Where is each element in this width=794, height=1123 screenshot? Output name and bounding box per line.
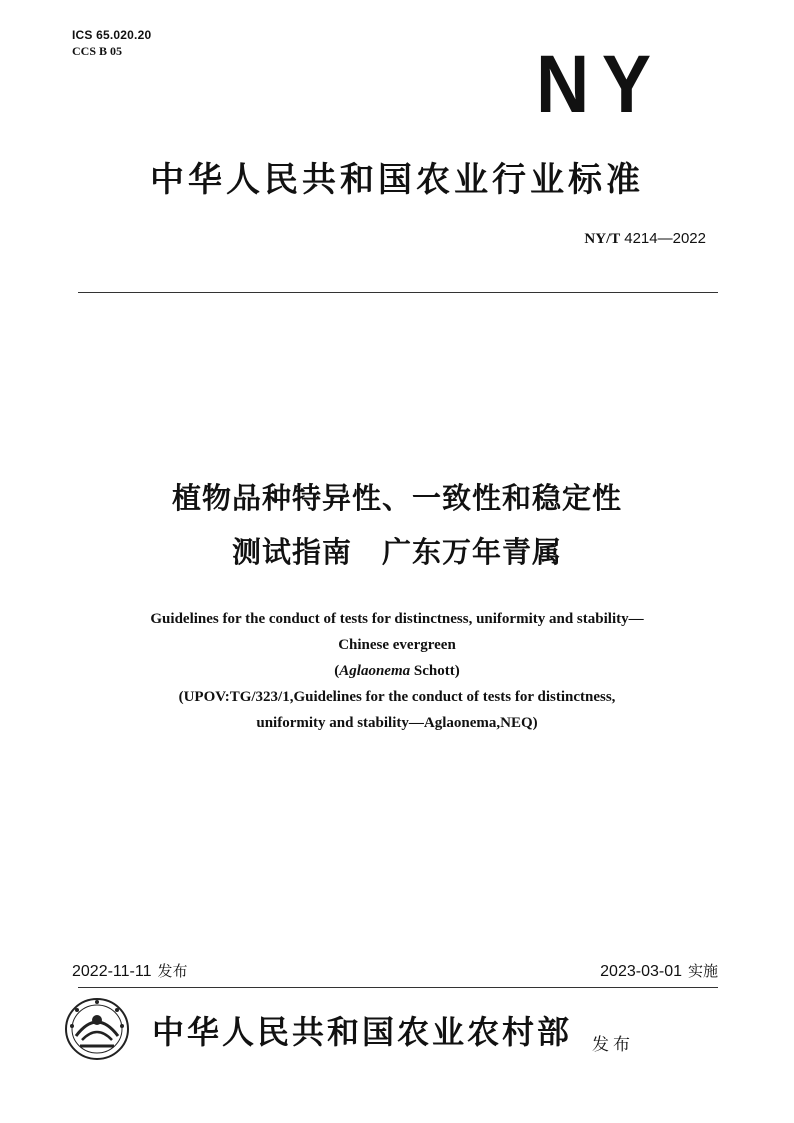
ny-logo: NY [536,39,664,130]
effective-date-value: 2023-03-01 [600,963,682,980]
issue-date-label: 发布 [157,962,188,980]
issue-date [72,960,187,983]
effective-date [600,960,718,983]
english-title-line-2: Chinese evergreen [338,637,456,653]
standard-number-value: 4214—2022 [624,230,706,247]
english-title-authority: Schott) [410,663,460,679]
issuing-authority: 中华人民共和国农业农村部 [152,1013,573,1051]
standard-number-prefix: NY/T [584,231,621,247]
header-divider [78,292,718,293]
standard-number [584,229,706,248]
chinese-title-line-1: 植物品种特异性、一致性和稳定性 [171,481,622,515]
issue-date-value: 2022-11-11 [72,963,152,980]
issuer-issue-label: 发布 [592,1035,634,1055]
ministry-seal-icon [62,996,132,1062]
ics-code: ICS 65.020.20 [72,28,152,42]
ccs-code: CCS B 05 [72,44,123,58]
upov-reference-line-2: uniformity and stability—Aglaonema,NEQ) [256,715,538,731]
english-title-paren: ( [334,663,340,679]
english-title-line-1: Guidelines for the conduct of tests for distinctness, uniformity and stability— [150,611,644,627]
upov-reference-line-1: (UPOV:TG/323/1,Guidelines for the conduct of tests for distinctness, [178,689,616,705]
genus-name-italic: Aglaonema [339,663,411,679]
footer-divider [78,987,718,988]
standard-category-title: 中华人民共和国农业行业标准 [150,160,644,200]
english-title-line-3 [0,658,794,684]
effective-date-label: 实施 [687,962,718,980]
chinese-title-line-2: 测试指南 广东万年青属 [231,535,562,569]
